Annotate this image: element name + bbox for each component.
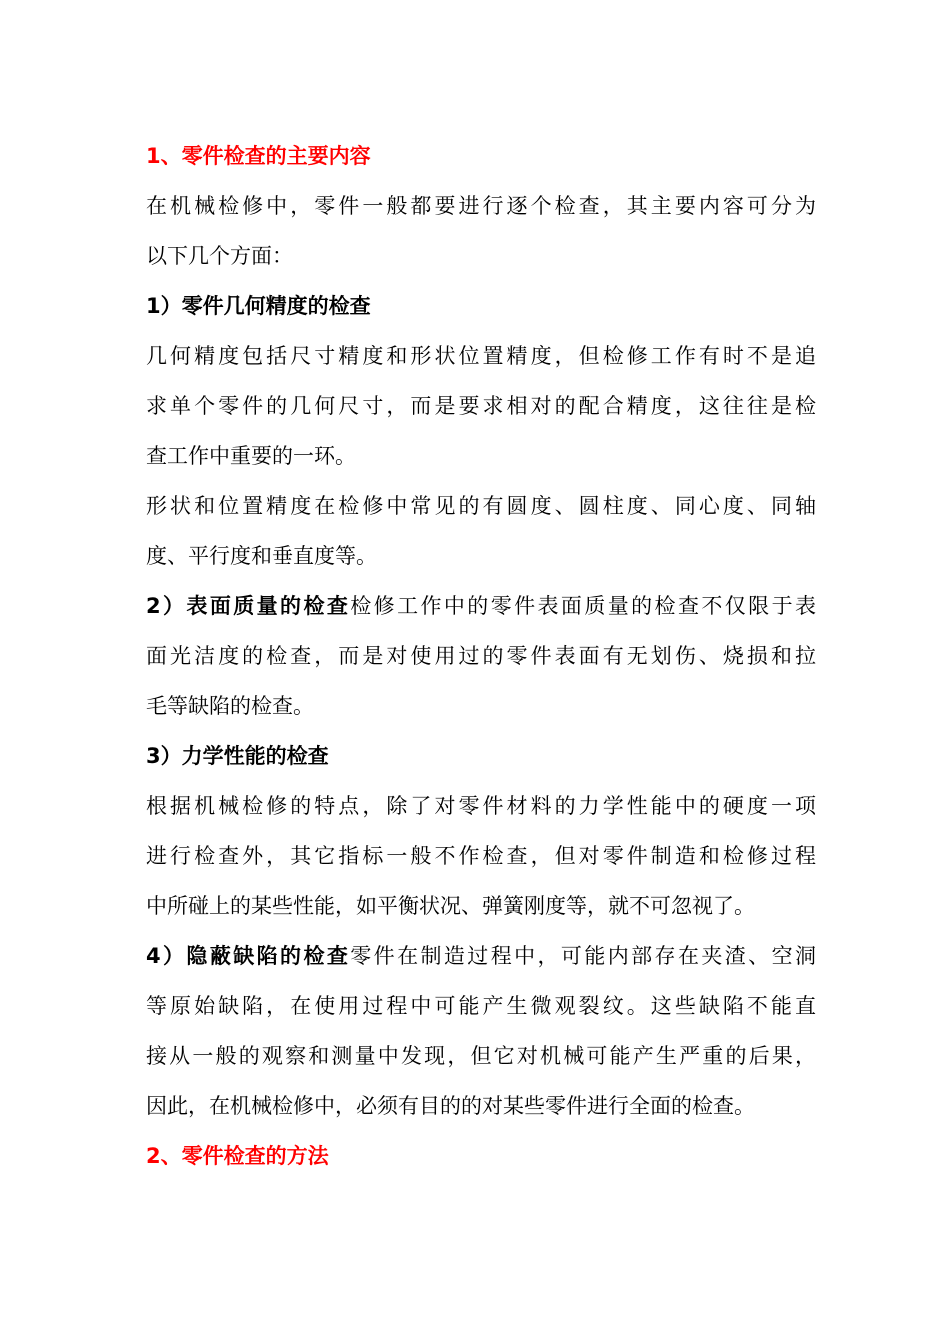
paragraph-line: 毛等缺陷的检查。	[146, 694, 314, 718]
paragraph-line-with-heading	[146, 581, 816, 631]
paragraph-line: 面光洁度的检查，而是对使用过的零件表面有无划伤、烧损和拉	[146, 644, 816, 668]
paragraph-line: 求单个零件的几何尺寸，而是要求相对的配合精度，这往往是检	[146, 394, 816, 418]
paragraph-line: 进行检查外，其它指标一般不作检查，但对零件制造和检修过程	[146, 844, 816, 868]
paragraph-line: 因此，在机械检修中，必须有目的的对某些零件进行全面的检查。	[146, 1094, 755, 1118]
paragraph-line: 以下几个方面：	[146, 244, 293, 268]
section-heading-1: 1、零件检查的主要内容	[146, 144, 371, 168]
paragraph-line: 根据机械检修的特点，除了对零件材料的力学性能中的硬度一项	[146, 794, 816, 818]
paragraph-line: 接从一般的观察和测量中发现，但它对机械可能产生严重的后果，	[146, 1044, 816, 1068]
subsection-heading-surface-quality: 2）表面质量的检查	[146, 594, 351, 618]
subsection-heading-hidden-defects: 4）隐蔽缺陷的检查	[146, 944, 351, 968]
paragraph-line: 度、平行度和垂直度等。	[146, 544, 377, 568]
paragraph-line-with-heading	[146, 931, 816, 981]
paragraph-text: 零件在制造过程中，可能内部存在夹渣、空洞	[350, 944, 816, 968]
document-body	[146, 131, 816, 1181]
paragraph-text: 检修工作中的零件表面质量的检查不仅限于表	[350, 594, 816, 618]
paragraph-line: 在机械检修中，零件一般都要进行逐个检查，其主要内容可分为	[146, 194, 816, 218]
paragraph-line: 等原始缺陷，在使用过程中可能产生微观裂纹。这些缺陷不能直	[146, 994, 816, 1018]
paragraph-line: 几何精度包括尺寸精度和形状位置精度，但检修工作有时不是追	[146, 344, 816, 368]
subsection-heading-geometric-precision: 1）零件几何精度的检查	[146, 294, 371, 318]
paragraph-line: 查工作中重要的一环。	[146, 444, 356, 468]
section-heading-2: 2、零件检查的方法	[146, 1144, 329, 1168]
paragraph-line: 形状和位置精度在检修中常见的有圆度、圆柱度、同心度、同轴	[146, 494, 816, 518]
subsection-heading-mechanical-properties: 3）力学性能的检查	[146, 744, 329, 768]
paragraph-line: 中所碰上的某些性能，如平衡状况、弹簧刚度等，就不可忽视了。	[146, 894, 755, 918]
